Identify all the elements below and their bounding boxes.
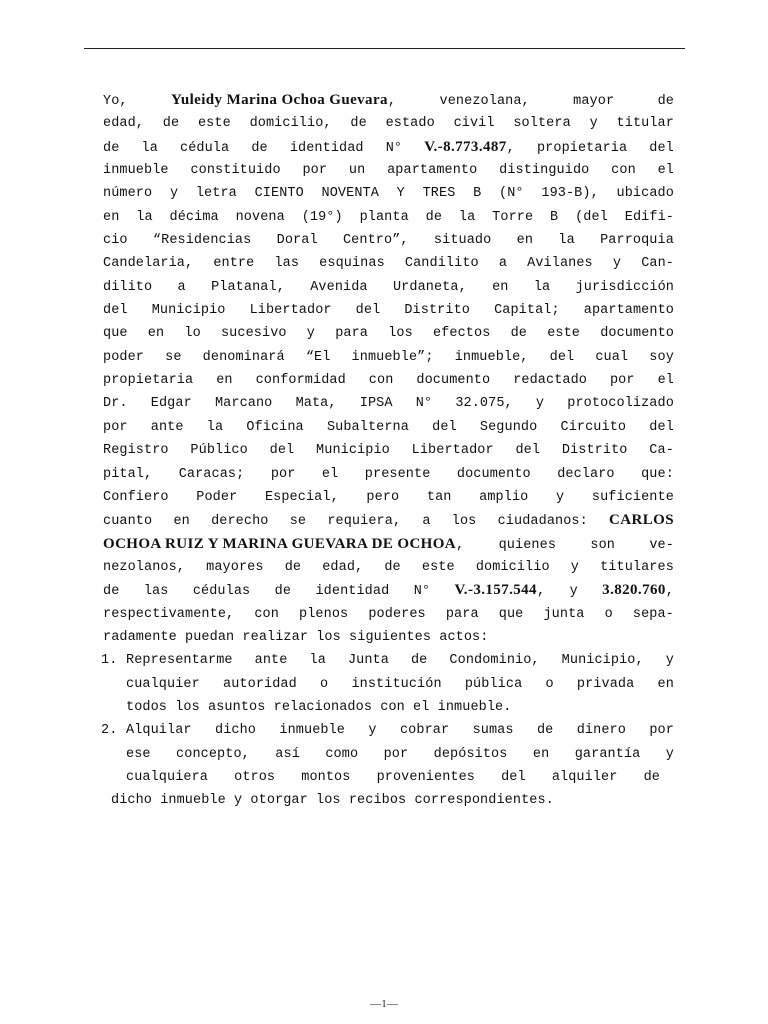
text-token: a	[422, 514, 431, 530]
text-token: del	[649, 419, 674, 435]
text-token: Distrito	[404, 303, 470, 319]
text-token: que:	[641, 466, 674, 482]
text-token: concepto,	[176, 746, 250, 762]
text-token: provenientes	[376, 769, 475, 785]
text-token: la	[458, 209, 476, 225]
text-token: suficiente	[591, 489, 674, 505]
text-token: domicilio	[475, 559, 550, 575]
text-token: del	[432, 419, 457, 435]
text-token: civil	[453, 116, 495, 132]
text-token: documento	[416, 373, 491, 389]
text-token: la	[533, 279, 551, 295]
text-token: montos	[301, 769, 351, 785]
text-token: Parroquia	[600, 233, 674, 249]
text-token: el	[657, 373, 674, 389]
text-token: la	[136, 209, 153, 225]
list-item	[103, 649, 674, 672]
text-token: Candelaria,	[103, 256, 194, 272]
text-token: del	[269, 443, 295, 459]
text-token: del	[501, 769, 526, 785]
text-token: Can-	[641, 256, 674, 272]
text-token: en	[173, 514, 190, 530]
text-token: soy	[649, 349, 674, 365]
text-token: Oficina	[246, 419, 304, 435]
text-token: por	[649, 723, 674, 739]
text-token: Edifi-	[624, 209, 674, 225]
text-token: ,	[506, 140, 515, 156]
paragraph-line	[103, 416, 674, 439]
text-token: de	[274, 584, 292, 600]
text-token: propietaria	[536, 140, 628, 156]
text-token: o	[545, 676, 554, 692]
text-token: cualquiera	[126, 769, 209, 785]
text-token: de	[643, 769, 660, 785]
text-token: apartamento	[583, 303, 674, 319]
text-token: en	[147, 326, 165, 342]
text-token: dicho	[215, 723, 257, 739]
paragraph-line	[103, 369, 674, 392]
text-token: edad,	[322, 559, 364, 575]
list-number: 1.	[101, 653, 118, 669]
text-token: titular	[616, 116, 674, 132]
text-token: o	[320, 676, 329, 692]
text-token: presente	[364, 466, 431, 482]
text-token: y	[368, 723, 377, 739]
text-token: este	[421, 559, 455, 575]
text-token: otros	[234, 769, 276, 785]
attorney-id-number: V.-3.157.544	[454, 582, 537, 599]
text-token: la	[309, 653, 326, 669]
text-token: cuanto	[103, 514, 153, 530]
text-token: en	[103, 209, 120, 225]
text-token: este	[547, 326, 580, 342]
text-token: así	[275, 746, 300, 762]
text-token: Platanal,	[211, 279, 285, 295]
text-token: inmueble”;	[351, 349, 434, 365]
text-token: depósitos	[433, 746, 508, 762]
text-token: derecho	[211, 514, 269, 530]
text-token: Especial,	[264, 489, 339, 505]
page-number: —1—	[370, 998, 398, 1010]
paragraph-line	[103, 626, 674, 649]
text-token: del	[103, 303, 128, 319]
text-token: por	[609, 373, 635, 389]
text-token: Público	[190, 443, 248, 459]
text-token: titulares	[600, 559, 674, 575]
text-token: Municipio	[316, 443, 390, 459]
text-token: del	[355, 303, 381, 319]
text-token: Doral	[276, 233, 318, 249]
text-token: soltera	[513, 116, 571, 132]
paragraph-line	[103, 206, 674, 229]
text-token: CIENTO	[254, 186, 304, 202]
text-token: cual	[595, 349, 629, 365]
text-token: de	[103, 584, 120, 600]
paragraph-line	[103, 252, 674, 275]
text-token: y	[570, 559, 579, 575]
text-token: de	[284, 559, 302, 575]
text-token: Y	[396, 186, 405, 202]
text-token: y	[612, 256, 622, 272]
paragraph-line	[103, 89, 674, 112]
text-token: Edgar	[150, 396, 192, 412]
text-token: por	[383, 746, 409, 762]
text-token: dilito	[103, 279, 153, 295]
text-token: y	[169, 186, 179, 202]
text-token: mayor	[573, 94, 615, 109]
text-token: Distrito	[561, 443, 628, 459]
list-line	[126, 743, 674, 766]
text-token: Alquilar	[126, 723, 192, 739]
text-token: ubicado	[616, 186, 674, 202]
text-token: venezolana,	[439, 94, 530, 109]
text-token: de	[103, 140, 120, 156]
paragraph-line	[103, 299, 674, 322]
text-token: Registro	[103, 443, 169, 459]
text-token: documento	[600, 326, 674, 342]
paragraph-line	[103, 229, 674, 252]
paragraph-line	[103, 136, 674, 159]
text-token: por	[103, 419, 128, 435]
text-token: 32.075,	[455, 396, 513, 412]
text-token: identidad	[315, 584, 390, 600]
text-token: sepa-	[632, 606, 674, 622]
text-token: ,	[456, 537, 465, 553]
text-token: con	[254, 606, 279, 622]
text-token: cio	[103, 233, 128, 249]
text-token: documento	[456, 466, 531, 482]
text-token: planta	[359, 209, 409, 225]
header-rule	[84, 48, 685, 49]
text-token: a	[177, 279, 186, 295]
text-token: con	[368, 373, 394, 389]
text-token: sumas	[472, 723, 514, 739]
text-token: y	[665, 746, 674, 762]
text-token: garantía	[574, 746, 641, 762]
text-token: poder	[103, 349, 145, 365]
text-token: la	[141, 140, 158, 156]
text-token: Capital;	[494, 303, 560, 319]
text-token: declaro	[557, 466, 615, 482]
text-token: pública	[464, 676, 523, 692]
text-token: o	[604, 606, 613, 622]
text-token: en	[492, 279, 509, 295]
text-token: protocolizado	[567, 396, 674, 412]
text-token: los	[451, 514, 477, 530]
text-token: amplio	[479, 489, 529, 505]
text-token: ante	[254, 653, 288, 669]
text-token: Junta	[347, 653, 389, 669]
text-token: de	[425, 209, 443, 225]
text-token: N°	[415, 396, 433, 412]
text-token: distinguido	[499, 163, 590, 179]
text-token: y	[556, 489, 565, 505]
text-token: redactado	[513, 373, 587, 389]
text-token: y	[306, 326, 315, 342]
text-token: denominará	[202, 349, 285, 365]
paragraph-line	[103, 439, 674, 462]
text-token: “Residencias	[152, 233, 252, 249]
text-token: Libertador	[411, 443, 494, 459]
paragraph-line	[103, 159, 674, 182]
text-token: constituido	[190, 163, 281, 179]
text-token: N°	[385, 140, 403, 156]
text-token: y	[535, 396, 545, 412]
document-body	[103, 89, 674, 813]
text-token: inmueble,	[454, 349, 529, 365]
list-line	[111, 789, 674, 812]
text-token: que	[498, 606, 524, 622]
text-token: Condominio,	[449, 653, 540, 669]
text-token: estado	[385, 116, 435, 132]
text-token: Municipio,	[561, 653, 644, 669]
text-token: esquinas	[319, 256, 385, 272]
text-token: las	[143, 584, 169, 600]
paragraph-line	[103, 556, 674, 579]
list-item	[103, 719, 674, 742]
text-token: identidad	[289, 140, 364, 156]
text-token: ,	[665, 584, 674, 600]
text-token: Yo,	[103, 94, 128, 109]
text-token: con	[611, 163, 636, 179]
text-token: cédula	[180, 140, 230, 156]
text-token: Centro”,	[342, 233, 409, 249]
list-line	[126, 673, 674, 696]
text-token: efectos	[432, 326, 491, 342]
text-token: de	[410, 653, 428, 669]
text-token: B	[550, 209, 559, 225]
text-token: ve-	[649, 537, 674, 553]
text-token: en	[657, 676, 674, 692]
text-token: privada	[576, 676, 635, 692]
text-token: cédulas	[192, 584, 251, 600]
list-number: 2.	[101, 723, 118, 739]
text-token: nezolanos,	[103, 559, 186, 575]
paragraph-line	[103, 392, 674, 415]
text-token: conformidad	[255, 373, 346, 389]
text-token: en	[216, 373, 233, 389]
text-token: propietaria	[103, 373, 194, 389]
text-token: de	[384, 559, 401, 575]
text-token: décima	[169, 209, 219, 225]
text-token: ciudadanos:	[497, 514, 588, 530]
paragraph-line	[103, 322, 674, 345]
text-token: por	[270, 466, 296, 482]
text-token: tan	[426, 489, 452, 505]
paragraph-line	[103, 276, 674, 299]
text-token: de	[350, 116, 367, 132]
text-token: NOVENTA	[321, 186, 379, 202]
text-token: pero	[366, 489, 400, 505]
text-token: Ca-	[649, 443, 674, 459]
text-token: del	[515, 443, 541, 459]
text-token: edad,	[103, 116, 145, 132]
text-token: la	[206, 419, 224, 435]
paragraph-line	[103, 486, 674, 509]
paragraph-line	[103, 112, 674, 135]
text-token: Caracas;	[178, 466, 245, 482]
text-token: radamente puedan realizar los siguientes actos:	[103, 629, 489, 645]
text-token: del	[649, 140, 674, 156]
text-token: 193-B),	[541, 186, 599, 202]
text-token: (N°	[499, 186, 524, 202]
text-token: letra	[195, 186, 237, 202]
text-token: Candilito	[404, 256, 479, 272]
text-token: y	[665, 653, 674, 669]
text-token: ,	[536, 584, 546, 600]
paragraph-line	[103, 533, 674, 556]
text-token: ese	[126, 746, 151, 762]
text-token: Torre	[492, 209, 534, 225]
text-token: y	[589, 116, 598, 132]
text-token: por	[302, 163, 328, 179]
text-token: de	[162, 116, 180, 132]
text-token: Mata,	[295, 396, 337, 412]
text-token: entre	[213, 256, 255, 272]
text-token: Subalterna	[326, 419, 409, 435]
text-token: plenos	[299, 606, 349, 622]
text-token: TRES	[422, 186, 456, 202]
text-token: inmueble	[103, 163, 169, 179]
text-token: de	[251, 140, 268, 156]
principal-id-number: V.-8.773.487	[424, 138, 507, 155]
list-line	[126, 696, 674, 719]
text-token: poderes	[368, 606, 426, 622]
attorney-names: OCHOA RUIZ Y MARINA GUEVARA DE OCHOA	[103, 535, 457, 552]
text-token: y	[569, 584, 578, 600]
text-token: domicilio,	[249, 116, 332, 132]
text-token: un	[348, 163, 366, 179]
text-token: autoridad	[223, 676, 297, 692]
text-token: dicho inmueble y otorgar los recibos correspondientes.	[111, 793, 554, 809]
principal-name: Yuleidy Marina Ochoa Guevara	[171, 92, 388, 108]
text-token: el	[321, 466, 339, 482]
page-number-value: 1	[381, 998, 387, 1010]
paragraph-line	[103, 509, 674, 532]
text-token: jurisdicción	[575, 279, 674, 295]
text-token: B	[473, 186, 482, 202]
paragraph-line	[103, 182, 674, 205]
list-line	[126, 719, 674, 742]
text-token: este	[197, 116, 231, 132]
text-token: ante	[150, 419, 184, 435]
text-token: que	[103, 326, 128, 342]
text-token: el	[657, 163, 674, 179]
attorney-id-number: 3.820.760	[602, 582, 666, 599]
text-token: Avilanes	[527, 256, 593, 272]
text-token: novena	[235, 209, 285, 225]
text-token: situado	[433, 233, 492, 249]
text-token: cobrar	[399, 723, 450, 739]
paragraph-line	[103, 346, 674, 369]
text-token: respectivamente,	[103, 606, 235, 622]
attorney-name-part: CARLOS	[609, 512, 674, 529]
text-token: número	[103, 186, 153, 202]
text-token: de	[536, 723, 554, 739]
text-token: en	[532, 746, 550, 762]
text-token: de	[510, 326, 527, 342]
text-token: se	[289, 514, 307, 530]
paragraph-line	[103, 603, 674, 626]
paragraph-line	[103, 463, 674, 486]
text-token: Municipio	[151, 303, 226, 319]
text-token: cualquier	[126, 676, 200, 692]
text-token: institución	[351, 676, 442, 692]
text-token: apartamento	[387, 163, 478, 179]
text-token: Marcano	[214, 396, 273, 412]
text-token: del	[549, 349, 575, 365]
text-token: los	[388, 326, 413, 342]
text-token: requiera,	[327, 514, 402, 530]
text-token: Urdaneta,	[392, 279, 467, 295]
text-token: sucesivo	[220, 326, 287, 342]
text-token: junta	[543, 606, 585, 622]
text-token: N°	[413, 584, 431, 600]
text-token: Avenida	[310, 279, 368, 295]
text-token: Libertador	[249, 303, 332, 319]
text-token: son	[590, 537, 615, 553]
text-token: (del	[575, 209, 608, 225]
text-token: lo	[184, 326, 201, 342]
text-token: IPSA	[359, 396, 393, 412]
text-token: Circuito	[560, 419, 627, 435]
text-token: Poder	[196, 489, 238, 505]
text-token: Segundo	[479, 419, 538, 435]
text-token: inmueble	[279, 723, 346, 739]
list-line	[126, 766, 660, 789]
text-token: mayores	[206, 559, 264, 575]
text-token: las	[274, 256, 300, 272]
text-token: dinero	[576, 723, 626, 739]
text-token: la	[558, 233, 575, 249]
text-token: en	[516, 233, 534, 249]
text-token: se	[165, 349, 182, 365]
text-token: (19°)	[301, 209, 343, 225]
text-token: Dr.	[103, 396, 128, 412]
text-token: a	[498, 256, 508, 272]
text-token: “El	[305, 349, 331, 365]
paragraph-line	[103, 579, 674, 602]
text-token: ,	[387, 94, 397, 109]
text-token: pital,	[103, 466, 153, 482]
text-token: de	[657, 94, 674, 109]
text-token: como	[325, 746, 359, 762]
text-token: alquiler	[551, 769, 618, 785]
text-token: todos los asuntos relacionados con el inmueble.	[126, 699, 512, 715]
text-token: para	[445, 606, 479, 622]
text-token: para	[335, 326, 368, 342]
text-token: Confiero	[103, 489, 169, 505]
text-token: Representarme	[126, 653, 233, 669]
list-line	[126, 649, 674, 672]
text-token: quienes	[498, 537, 557, 553]
